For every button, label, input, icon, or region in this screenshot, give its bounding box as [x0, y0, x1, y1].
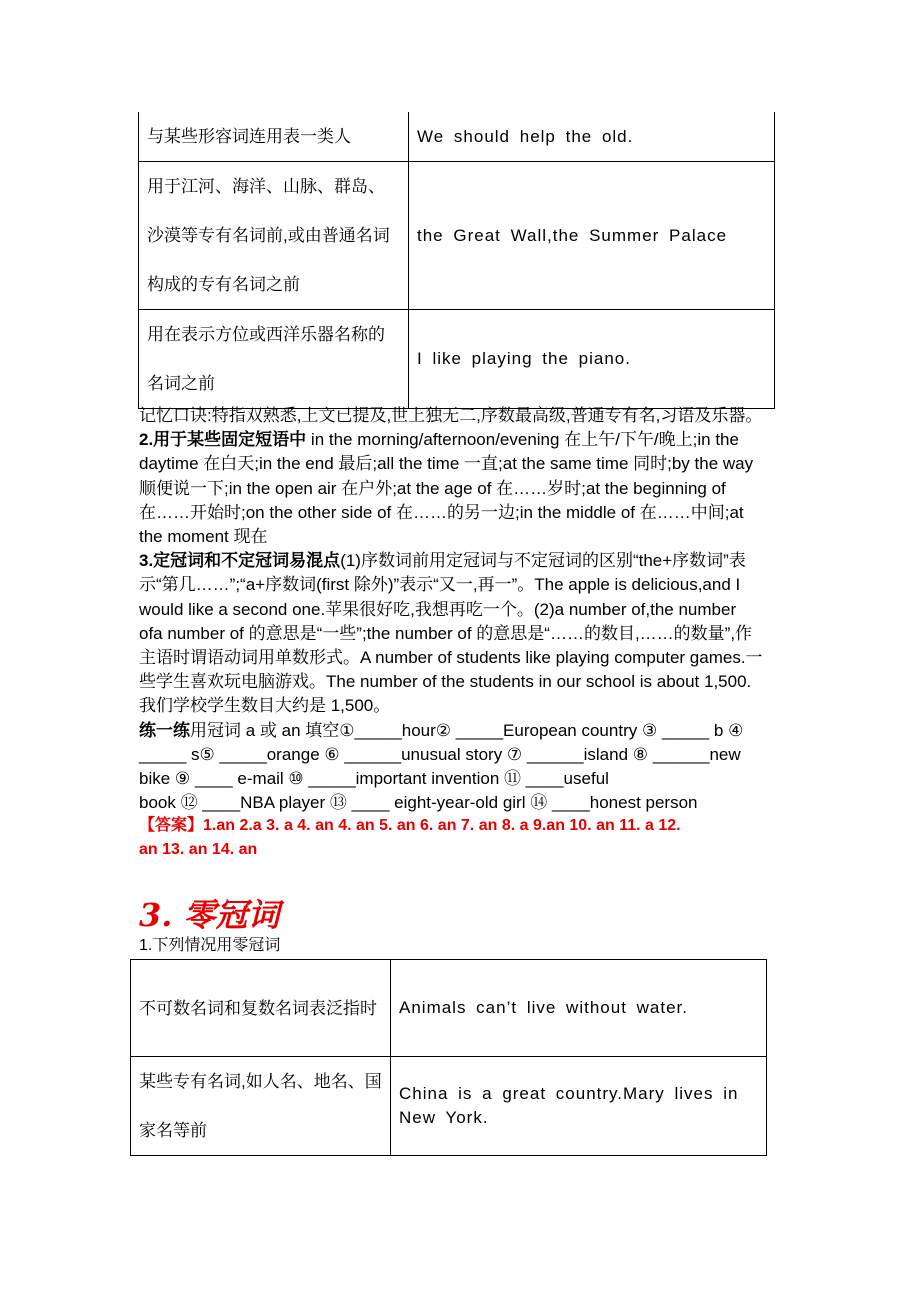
text: daytime 在白天;in the end 最后;all the time 一直;at the same time 同时;by the way — [139, 454, 754, 474]
text: 记忆口诀:特指双熟悉,上文已提及,世上独无二,序数最高级,普通专有名,习语及乐器。 — [139, 406, 763, 425]
text: would like a second one.苹果很好吃,我想再吃一个。(2)a number of,the number — [139, 599, 737, 619]
text-line — [139, 791, 698, 815]
text-line — [139, 573, 740, 597]
example-cell: China is a great country.Mary lives in New York. — [391, 1057, 767, 1156]
example-cell: I like playing the piano. — [409, 310, 775, 409]
text-line — [139, 428, 739, 452]
text-line — [139, 525, 268, 549]
text-line — [139, 452, 753, 476]
answer-line: an 13. an 14. an — [139, 841, 258, 858]
table-row — [131, 1057, 767, 1156]
usage-cell: 某些专有名词,如人名、地名、国家名等前 — [131, 1057, 391, 1156]
text: 在……开始时;on the other side of 在……的另一边;in the middle of 在……中间;at — [139, 502, 744, 522]
text: 主语时谓语动词用单数形式。A number of students like playing computer games.一 — [139, 648, 763, 667]
text-line — [139, 694, 390, 718]
bold-heading: 练一练 — [139, 720, 190, 740]
text-line — [139, 501, 744, 525]
usage-cell: 不可数名词和复数名词表泛指时 — [131, 960, 391, 1057]
text: 我们学校学生数目大约是 1,500。 — [139, 696, 391, 716]
bold-heading: 3.定冠词和不定冠词易混点 — [139, 551, 341, 571]
answer-line: 【答案】1.an 2.a 3. a 4. an 4. an 5. an 6. an 7. an 8. a 9.an 10. an 11. a 12. — [139, 817, 681, 834]
text: the moment 现在 — [139, 527, 268, 546]
example-cell: Animals can’t live without water. — [391, 960, 767, 1057]
text: 些学生喜欢玩电脑游戏。The number of the students in our school is about 1,500. — [139, 672, 752, 692]
text-line — [139, 549, 746, 573]
text: 用冠词 a 或 an 填空①_____hour② _____European country ③ _____ b ④ — [190, 720, 744, 740]
table-row — [139, 310, 775, 409]
text-line — [139, 598, 736, 622]
text: bike ⑨ ____ e-mail ⑩ _____important invention ⑪ ____useful — [139, 769, 609, 788]
usage-table-definite — [138, 112, 775, 409]
table-row — [139, 162, 775, 310]
text-line — [139, 670, 751, 694]
text-line — [139, 404, 762, 428]
text: 示“第几……”;“a+序数词(first 除外)”表示“又一,再一”。The apple is delicious,and I — [139, 575, 741, 595]
text-line — [139, 646, 763, 670]
bold-heading: 2.用于某些固定短语中 — [139, 430, 307, 450]
section-title: 3. 零冠词 — [139, 896, 280, 934]
text: (1)序数词前用定冠词与不定冠词的区别“the+序数词”表 — [340, 551, 746, 571]
text: in the morning/afternoon/evening 在上午/下午/晚上;in the — [306, 430, 739, 450]
text-line — [139, 622, 752, 646]
table-row — [139, 112, 775, 162]
text: 顺便说一下;in the open air 在户外;at the age of 在……岁时;at the beginning of — [139, 478, 726, 498]
text-line — [139, 477, 726, 501]
text-line — [139, 767, 609, 791]
text-line — [139, 743, 741, 767]
text: ofa number of 的意思是“一些”;the number of 的意思是“……的数目,……的数量”,作 — [139, 623, 753, 643]
table-row — [131, 960, 767, 1057]
usage-cell: 用于江河、海洋、山脉、群岛、沙漠等专有名词前,或由普通名词构成的专有名词之前 — [139, 162, 409, 310]
text-line — [139, 719, 743, 743]
example-cell: the Great Wall,the Summer Palace — [409, 162, 775, 310]
text: book ⑫ ____NBA player ⑬ ____ eight-year-old girl ⑭ ____honest person — [139, 793, 698, 813]
usage-cell: 与某些形容词连用表一类人 — [139, 112, 409, 162]
subtitle: 1.下列情况用零冠词 — [139, 937, 281, 954]
usage-table-zero — [130, 959, 767, 1156]
example-cell: We should help the old. — [409, 112, 775, 162]
usage-cell: 用在表示方位或西洋乐器名称的名词之前 — [139, 310, 409, 409]
text: _____ s⑤ _____orange ⑥ ______unusual story ⑦ ______island ⑧ ______new — [139, 744, 741, 764]
